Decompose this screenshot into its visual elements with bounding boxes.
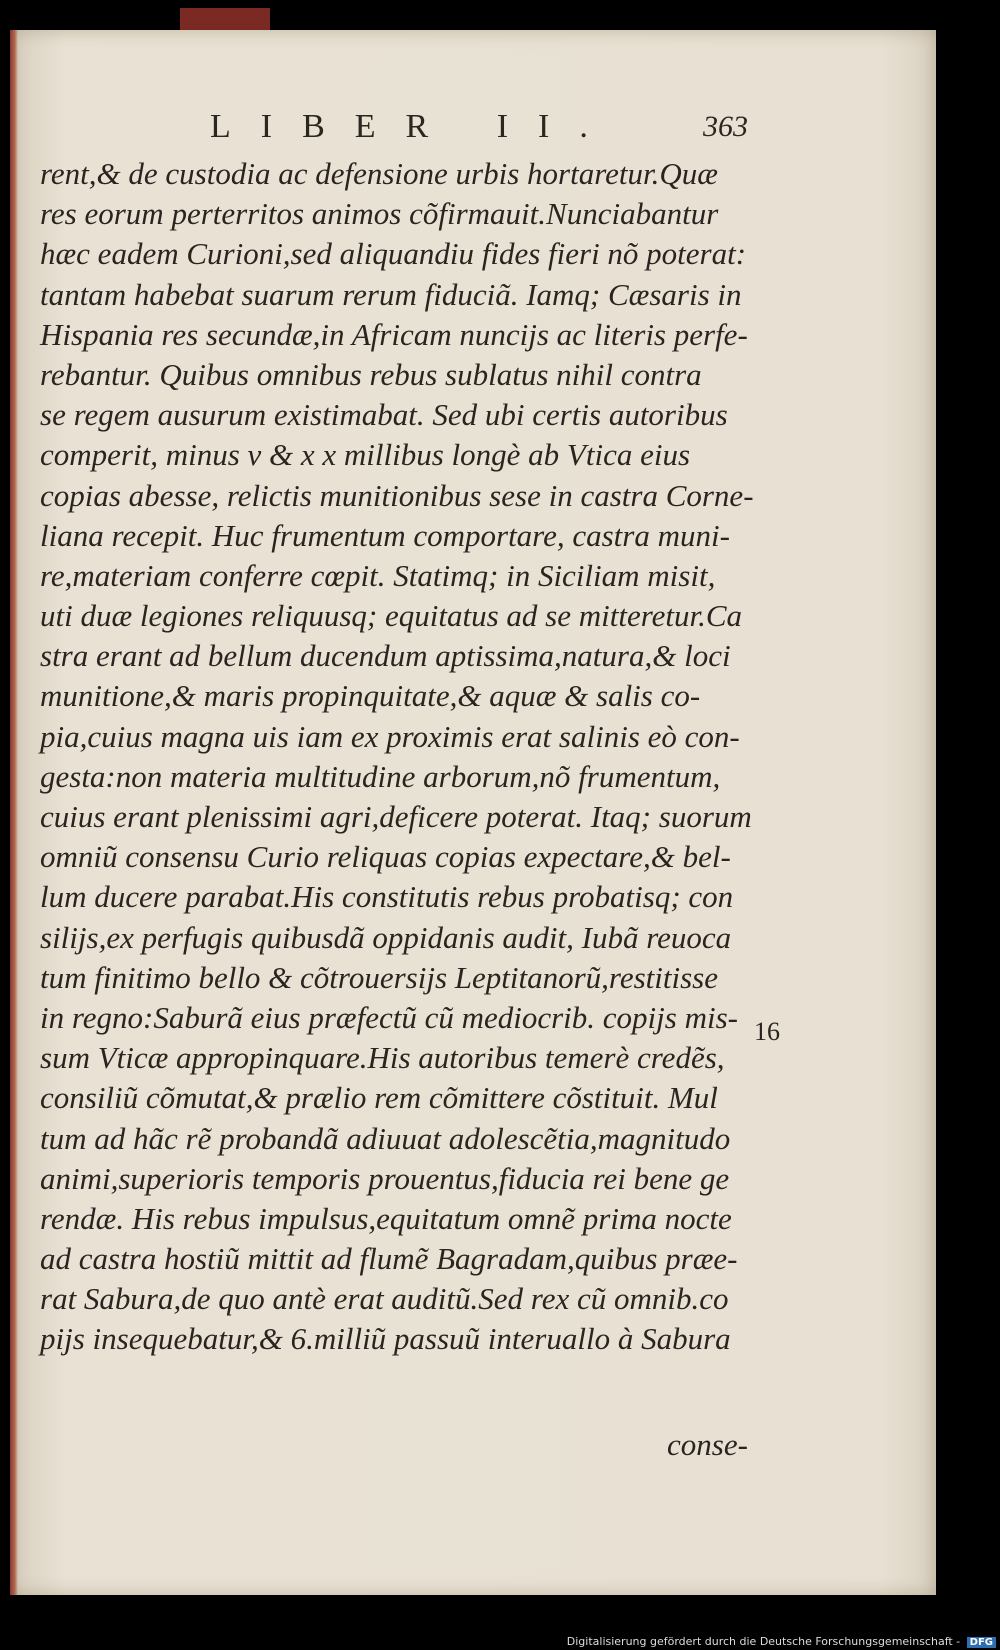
text-line: munitione,& maris propinquitate,& aquæ & salis co-: [40, 678, 701, 714]
text-line: ad castra hostiũ mittit ad flumẽ Bagradam,quibus præe-: [40, 1241, 738, 1277]
text-line: tum finitimo bello & cõtrouersijs Leptitanorũ,restitisse: [40, 959, 718, 995]
digitization-credit: [567, 1635, 996, 1648]
text-line: se regem ausurum existimabat. Sed ubi certis autoribus: [40, 397, 728, 433]
text-line: stra erant ad bellum ducendum aptissima,natura,& loci: [40, 638, 731, 674]
text-line: consiliũ cõmutat,& prælio rem cõmittere cõstituit. Mul: [40, 1080, 718, 1116]
text-line: cuius erant plenissimi agri,deficere poterat. Itaq; suorum: [40, 799, 752, 834]
text-line: rebantur. Quibus omnibus rebus sublatus nihil contra: [40, 356, 702, 392]
text-line: lum ducere parabat.His constitutis rebus probatisq; con: [40, 879, 734, 915]
running-head: LIBER II.: [210, 108, 618, 145]
text-line: sum Vticæ appropinquare.His autoribus temerè credẽs,: [40, 1040, 725, 1076]
text-line: re,materiam conferre cœpit. Statimq; in Siciliam misit,: [40, 557, 716, 593]
text-line: omniũ consensu Curio reliquas copias expectare,& bel-: [40, 839, 731, 875]
text-line: gesta:non materia multitudine arborum,nõ frumentum,: [40, 758, 721, 794]
text-line: rat Sabura,de quo antè erat auditũ.Sed rex cũ omnib.co: [40, 1281, 729, 1317]
text-line: pia,cuius magna uis iam ex proximis erat salinis eò con-: [40, 718, 740, 754]
credit-text: Digitalisierung gefördert durch die Deutsche Forschungsgemeinschaft -: [566, 1635, 961, 1648]
text-line: pijs insequebatur,& 6.milliũ passuũ interuallo à Sabura: [40, 1321, 731, 1357]
text-line: rendæ. His rebus impulsus,equitatum omnẽ prima nocte: [40, 1200, 732, 1236]
text-line: comperit, minus v & x x millibus longè ab Vtica eius: [40, 437, 691, 473]
dfg-logo: DFG: [967, 1637, 996, 1648]
text-line: tantam habebat suarum rerum fiduciã. Iamq; Cæsaris in: [40, 276, 742, 312]
catchword: conse-: [667, 1427, 748, 1462]
page-number: 363: [703, 110, 748, 143]
text-line: rent,& de custodia ac defensione urbis hortaretur.Quæ: [40, 156, 718, 191]
text-line: liana recepit. Huc frumentum comportare, castra muni-: [40, 517, 730, 553]
page-edge: [10, 30, 18, 1595]
text-line: hæc eadem Curioni,sed aliquandiu fides fieri nõ poterat:: [40, 236, 747, 272]
text-line: Hispania res secundæ,in Africam nuncijs ac literis perfe-: [40, 316, 748, 352]
margin-note: 16: [754, 1017, 780, 1046]
text-line: uti duæ legiones reliquusq; equitatus ad se mitteretur.Ca: [40, 598, 743, 634]
text-line: tum ad hãc rẽ probandã adiuuat adolescẽtia,magnitudo: [40, 1120, 731, 1156]
book-page: [10, 30, 936, 1595]
body-text: [40, 154, 810, 1360]
text-line: silijs,ex perfugis quibusdã oppidanis audit, Iubã reuoca: [40, 919, 732, 955]
text-line: animi,superioris temporis prouentus,fiducia rei bene ge: [40, 1160, 730, 1196]
text-line: res eorum perterritos animos cõfirmauit.Nunciabantur: [40, 196, 719, 232]
text-line: in regno:Saburã eius præfectũ cũ mediocrib. copijs mis-: [40, 999, 738, 1035]
page-header: [10, 108, 936, 148]
text-line: copias abesse, relictis munitionibus sese in castra Corne-: [40, 477, 754, 513]
binding-tab: [180, 8, 270, 30]
